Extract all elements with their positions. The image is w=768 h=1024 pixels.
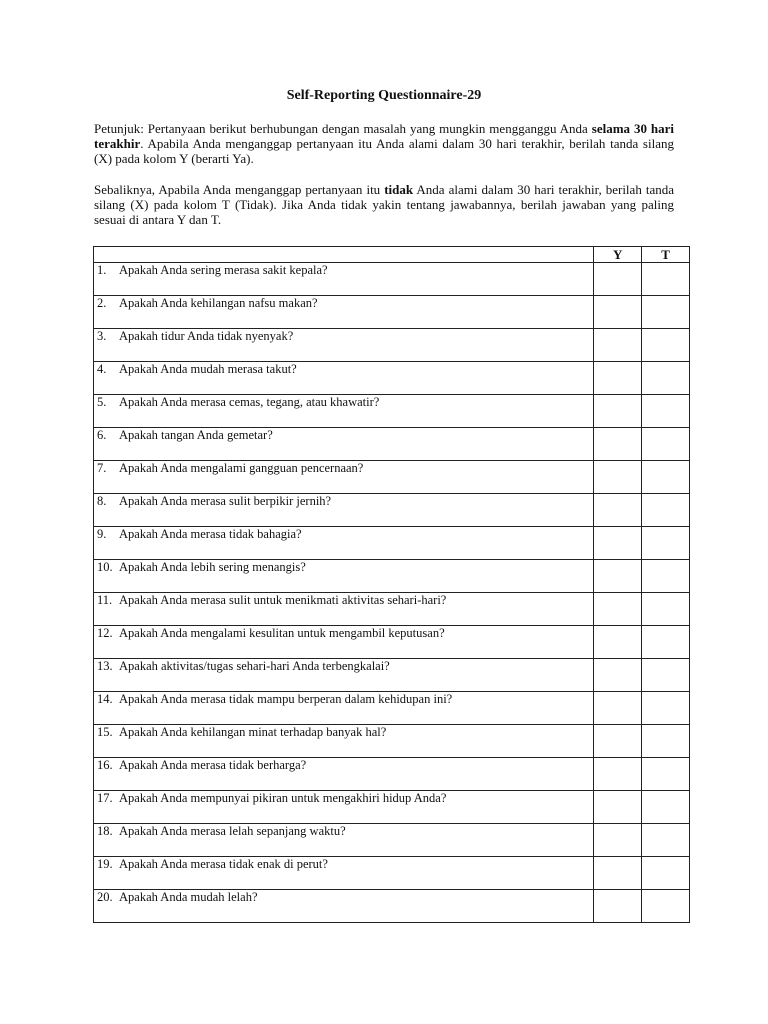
question-text: Apakah Anda sering merasa sakit kepala? xyxy=(119,263,328,277)
answer-cell-y[interactable] xyxy=(594,461,642,494)
question-text: Apakah Anda merasa sulit untuk menikmati aktivitas sehari-hari? xyxy=(119,593,447,607)
question-number: 17. xyxy=(97,791,113,805)
answer-cell-t[interactable] xyxy=(642,692,690,725)
table-row xyxy=(94,362,690,395)
column-header-y: Y xyxy=(594,247,642,263)
answer-cell-y[interactable] xyxy=(594,263,642,296)
question-number: 12. xyxy=(97,626,113,640)
question-cell xyxy=(94,824,594,857)
instruction-text: Petunjuk: Pertanyaan berikut berhubungan dengan masalah yang mungkin mengganggu Anda xyxy=(94,121,592,136)
question-cell xyxy=(94,527,594,560)
question-cell xyxy=(94,461,594,494)
table-row xyxy=(94,593,690,626)
instruction-text: . Apabila Anda menganggap pertanyaan itu Anda alami dalam 30 hari terakhir, berilah tanda silang (X) pada kolom Y (berarti Ya). xyxy=(94,136,674,166)
question-cell xyxy=(94,593,594,626)
questionnaire-table xyxy=(93,246,690,923)
table-row xyxy=(94,263,690,296)
question-cell xyxy=(94,263,594,296)
answer-cell-y[interactable] xyxy=(594,692,642,725)
answer-cell-y[interactable] xyxy=(594,725,642,758)
table-row xyxy=(94,527,690,560)
question-number: 14. xyxy=(97,692,113,706)
question-number: 1. xyxy=(97,263,107,277)
question-number: 9. xyxy=(97,527,107,541)
answer-cell-t[interactable] xyxy=(642,428,690,461)
answer-cell-y[interactable] xyxy=(594,362,642,395)
answer-cell-t[interactable] xyxy=(642,890,690,923)
question-cell xyxy=(94,560,594,593)
answer-cell-y[interactable] xyxy=(594,296,642,329)
answer-cell-t[interactable] xyxy=(642,263,690,296)
question-text: Apakah Anda mudah merasa takut? xyxy=(119,362,297,376)
question-number: 7. xyxy=(97,461,107,475)
answer-cell-t[interactable] xyxy=(642,659,690,692)
answer-cell-y[interactable] xyxy=(594,329,642,362)
table-row xyxy=(94,626,690,659)
answer-cell-y[interactable] xyxy=(594,791,642,824)
question-text: Apakah Anda merasa tidak mampu berperan dalam kehidupan ini? xyxy=(119,692,453,706)
question-number: 8. xyxy=(97,494,107,508)
question-text: Apakah tangan Anda gemetar? xyxy=(119,428,273,442)
question-cell xyxy=(94,692,594,725)
table-row xyxy=(94,890,690,923)
question-text: Apakah Anda merasa sulit berpikir jernih? xyxy=(119,494,332,508)
question-text: Apakah tidur Anda tidak nyenyak? xyxy=(119,329,294,343)
question-text: Apakah Anda merasa tidak enak di perut? xyxy=(119,857,328,871)
answer-cell-t[interactable] xyxy=(642,494,690,527)
question-number: 11. xyxy=(97,593,113,607)
question-number: 18. xyxy=(97,824,113,838)
question-cell xyxy=(94,659,594,692)
document-title: Self-Reporting Questionnaire-29 xyxy=(286,88,482,103)
table-row xyxy=(94,725,690,758)
question-text: Apakah Anda mengalami gangguan pencernaan? xyxy=(119,461,364,475)
question-number: 10. xyxy=(97,560,113,574)
question-text: Apakah Anda merasa tidak berharga? xyxy=(119,758,307,772)
answer-cell-t[interactable] xyxy=(642,461,690,494)
question-cell xyxy=(94,626,594,659)
question-text: Apakah Anda merasa cemas, tegang, atau khawatir? xyxy=(119,395,380,409)
answer-cell-t[interactable] xyxy=(642,626,690,659)
answer-cell-t[interactable] xyxy=(642,824,690,857)
question-text: Apakah aktivitas/tugas sehari-hari Anda terbengkalai? xyxy=(119,659,390,673)
answer-cell-y[interactable] xyxy=(594,824,642,857)
answer-cell-t[interactable] xyxy=(642,329,690,362)
answer-cell-t[interactable] xyxy=(642,395,690,428)
answer-cell-y[interactable] xyxy=(594,527,642,560)
answer-cell-t[interactable] xyxy=(642,560,690,593)
answer-cell-y[interactable] xyxy=(594,626,642,659)
instruction-text: Sebaliknya, Apabila Anda menganggap pertanyaan itu xyxy=(94,182,385,197)
answer-cell-y[interactable] xyxy=(594,758,642,791)
instruction-emphasis: tidak xyxy=(384,182,414,197)
table-row xyxy=(94,296,690,329)
answer-cell-y[interactable] xyxy=(594,560,642,593)
instruction-emphasis: selama 30 hari terakhir xyxy=(94,121,674,151)
table-row xyxy=(94,692,690,725)
table-row xyxy=(94,494,690,527)
question-number: 3. xyxy=(97,329,107,343)
question-number: 16. xyxy=(97,758,113,772)
question-cell xyxy=(94,890,594,923)
answer-cell-t[interactable] xyxy=(642,791,690,824)
question-text: Apakah Anda mudah lelah? xyxy=(119,890,258,904)
question-cell xyxy=(94,758,594,791)
question-number: 5. xyxy=(97,395,107,409)
question-number: 19. xyxy=(97,857,113,871)
question-cell xyxy=(94,296,594,329)
answer-cell-t[interactable] xyxy=(642,593,690,626)
question-number: 15. xyxy=(97,725,113,739)
question-text: Apakah Anda merasa tidak bahagia? xyxy=(119,527,302,541)
question-cell xyxy=(94,428,594,461)
question-number: 4. xyxy=(97,362,107,376)
question-cell xyxy=(94,791,594,824)
table-row xyxy=(94,758,690,791)
instruction-paragraph-2 xyxy=(94,182,674,227)
question-number: 20. xyxy=(97,890,113,904)
column-header-t: T xyxy=(642,247,690,263)
table-row xyxy=(94,857,690,890)
question-cell xyxy=(94,857,594,890)
question-text: Apakah Anda merasa lelah sepanjang waktu? xyxy=(119,824,346,838)
answer-cell-t[interactable] xyxy=(642,296,690,329)
question-cell xyxy=(94,725,594,758)
question-text: Apakah Anda mengalami kesulitan untuk mengambil keputusan? xyxy=(119,626,445,640)
instruction-paragraph-1 xyxy=(94,121,674,166)
question-cell xyxy=(94,362,594,395)
question-list xyxy=(94,263,690,923)
answer-cell-t[interactable] xyxy=(642,758,690,791)
question-text: Apakah Anda mempunyai pikiran untuk mengakhiri hidup Anda? xyxy=(119,791,447,805)
question-number: 2. xyxy=(97,296,107,310)
answer-cell-y[interactable] xyxy=(594,395,642,428)
question-text: Apakah Anda kehilangan minat terhadap banyak hal? xyxy=(119,725,387,739)
question-cell xyxy=(94,494,594,527)
instruction-text: Anda alami dalam 30 hari terakhir, berilah tanda silang (X) pada kolom T (Tidak). Jika Anda tidak yakin tentang jawabannya, berilah jawaban yang paling sesuai di antara Y dan T. xyxy=(94,182,674,227)
table-row xyxy=(94,395,690,428)
answer-cell-y[interactable] xyxy=(594,428,642,461)
answer-cell-t[interactable] xyxy=(642,857,690,890)
table-header-row xyxy=(94,247,690,263)
table-row xyxy=(94,659,690,692)
question-cell xyxy=(94,329,594,362)
answer-cell-y[interactable] xyxy=(594,659,642,692)
question-text: Apakah Anda kehilangan nafsu makan? xyxy=(119,296,318,310)
question-cell xyxy=(94,395,594,428)
table-row xyxy=(94,560,690,593)
table-row xyxy=(94,329,690,362)
question-number: 13. xyxy=(97,659,113,673)
answer-cell-y[interactable] xyxy=(594,593,642,626)
answer-cell-y[interactable] xyxy=(594,494,642,527)
table-row xyxy=(94,461,690,494)
answer-cell-t[interactable] xyxy=(642,362,690,395)
answer-cell-t[interactable] xyxy=(642,725,690,758)
answer-cell-y[interactable] xyxy=(594,857,642,890)
answer-cell-t[interactable] xyxy=(642,527,690,560)
question-column-header xyxy=(94,247,594,263)
table-row xyxy=(94,791,690,824)
question-number: 6. xyxy=(97,428,107,442)
table-row xyxy=(94,428,690,461)
table-row xyxy=(94,824,690,857)
answer-cell-y[interactable] xyxy=(594,890,642,923)
question-text: Apakah Anda lebih sering menangis? xyxy=(119,560,306,574)
